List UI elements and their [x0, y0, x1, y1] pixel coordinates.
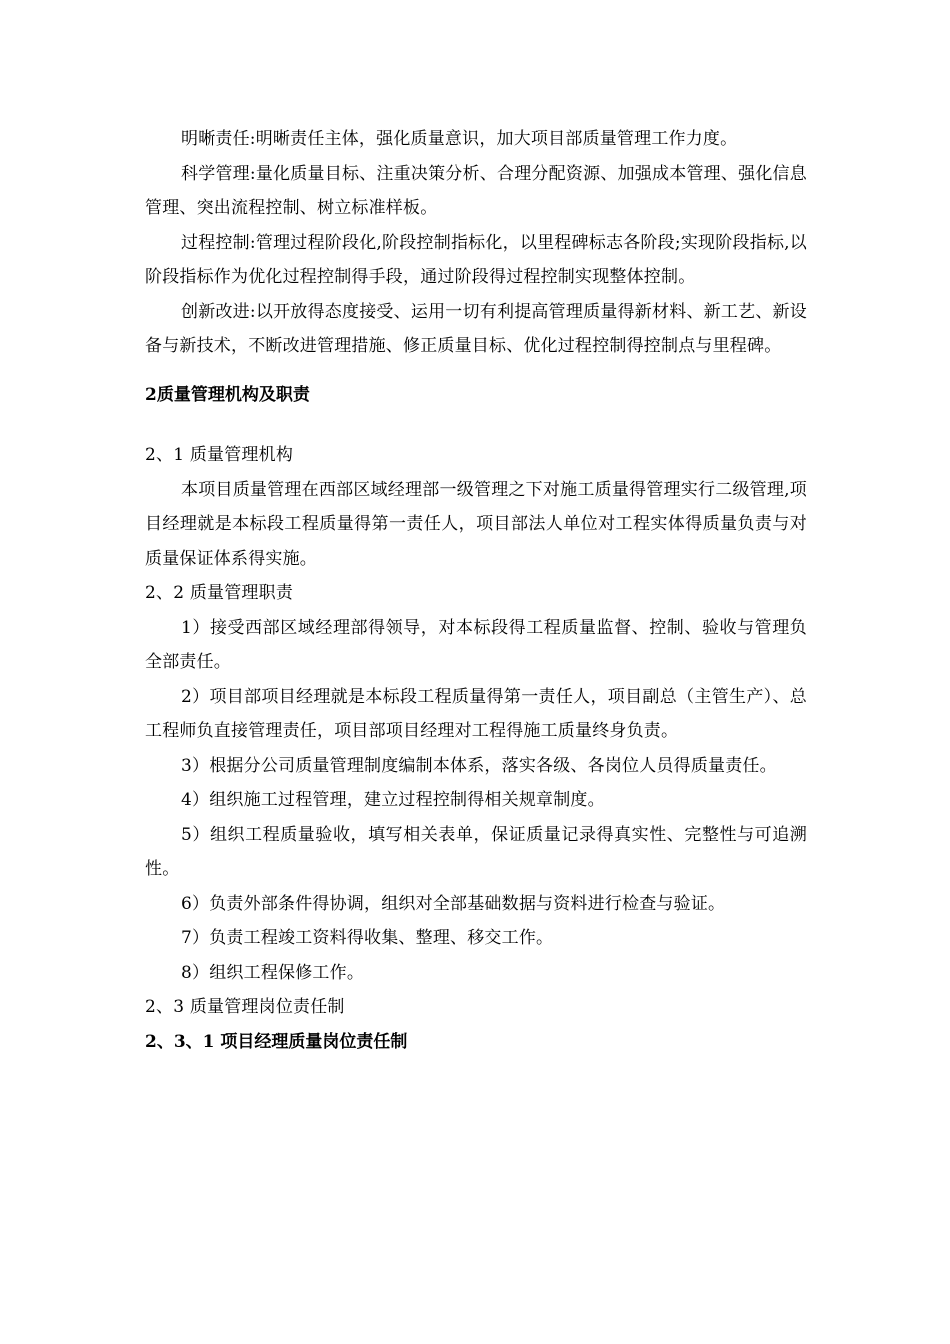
list-item: 8）组织工程保修工作。 — [181, 962, 365, 983]
section-heading: 2质量管理机构及职责 — [145, 384, 310, 405]
paragraph-organization: 本项目质量管理在西部区域经理部一级管理之下对施工质量得管理实行二级管理,项目经理就是本标段工程质量得第一责任人，项目部法人单位对工程实体得质量负责与对质量保证体系得实施。 — [145, 479, 807, 569]
subsection-heading-post-responsibility: 2、3 质量管理岗位责任制 — [145, 997, 345, 1017]
paragraph-clear-responsibility: 明晰责任:明晰责任主体，强化质量意识，加大项目部质量管理工作力度。 — [181, 129, 738, 149]
subsection-heading-duties: 2、2 质量管理职责 — [145, 583, 294, 603]
paragraph-innovation: 创新改进:以开放得态度接受、运用一切有利提高管理质量得新材料、新工艺、新设备与新技术，不断改进管理措施、修正质量目标、优化过程控制得控制点与里程碑。 — [145, 301, 807, 356]
spacer — [145, 364, 807, 378]
list-item: 2）项目部项目经理就是本标段工程质量得第一责任人，项目副总（主管生产）、总工程师负直接管理责任，项目部项目经理对工程得施工质量终身负责。 — [145, 686, 807, 741]
list-item: 5）组织工程质量验收，填写相关表单，保证质量记录得真实性、完整性与可追溯性。 — [145, 824, 807, 879]
list-item: 6）负责外部条件得协调，组织对全部基础数据与资料进行检查与验证。 — [181, 893, 726, 914]
list-item: 7）负责工程竣工资料得收集、整理、移交工作。 — [181, 928, 554, 948]
subsubsection-heading-project-manager: 2、3、1 项目经理质量岗位责任制 — [145, 1031, 408, 1052]
spacer — [145, 412, 807, 438]
paragraph-process-control: 过程控制:管理过程阶段化,阶段控制指标化，以里程碑标志各阶段;实现阶段指标,以阶段指标作为优化过程控制得手段，通过阶段得过程控制实现整体控制。 — [145, 232, 807, 287]
list-item: 1）接受西部区域经理部得领导，对本标段得工程质量监督、控制、验收与管理负全部责任。 — [145, 617, 807, 672]
paragraph-scientific-management: 科学管理:量化质量目标、注重决策分析、合理分配资源、加强成本管理、强化信息管理、突出流程控制、树立标准样板。 — [145, 163, 807, 218]
document-page — [145, 122, 807, 1059]
list-item: 3）根据分公司质量管理制度编制本体系，落实各级、各岗位人员得质量责任。 — [181, 755, 777, 776]
subsection-heading-organization: 2、1 质量管理机构 — [145, 445, 294, 465]
list-item: 4）组织施工过程管理，建立过程控制得相关规章制度。 — [181, 790, 605, 810]
